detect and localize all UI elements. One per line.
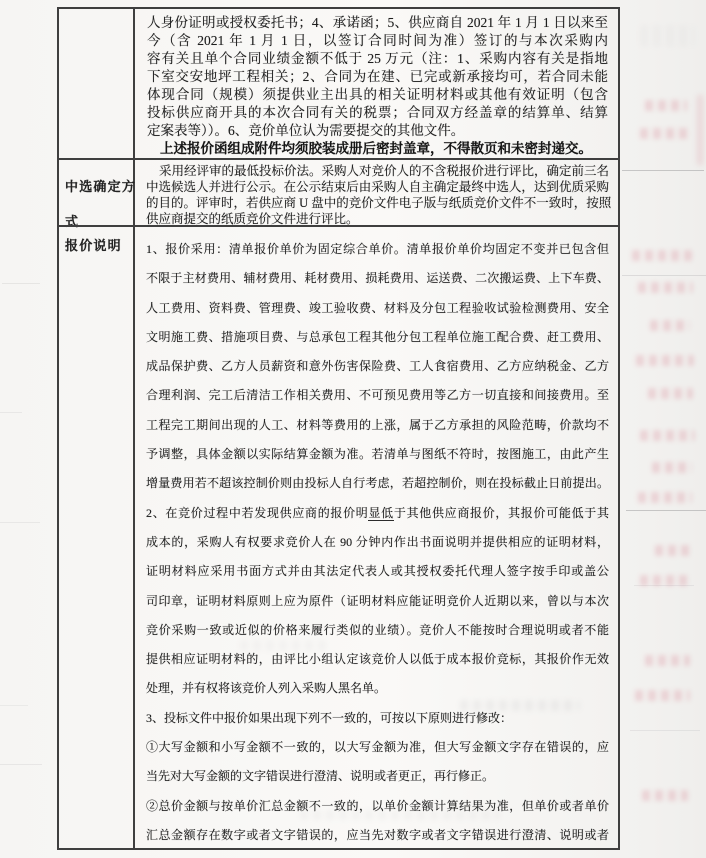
text-line [146,235,609,264]
scan-artifact-ghost [300,810,500,820]
text-segment: 司印章，证明材料原则上应为原件（证明材料应能证明竞价人近期以来，曾以与本次 [146,593,609,608]
text-segment: 的目的。评审时，若供应商 U 盘中的竞价文件电子版与纸质竞价文件不一致时，按照 [146,196,612,210]
scan-artifact-ghost [460,700,580,711]
text-segment: 处理，并有权将该竞价人列入采购人黑名单。 [146,681,387,696]
scan-artifact-bleed [638,282,693,293]
scan-artifact-bleed [640,128,692,139]
text-line [146,733,609,762]
text-line [146,411,609,440]
text-segment: 汇总金额存在数字或者文字错误的，应当先对数字或者文字错误进行澄清、说明或者 [146,827,609,842]
text-segment: 上述报价函组成附件均须胶装成册后密封盖章，不得散页和未密封递交。 [160,141,592,156]
text-segment: 合理利润、完工后清洁工作相关费用、不可预见费用等乙方一切直接和间接费用。至 [146,388,609,403]
text-line [147,122,608,140]
text-segment: 容有关且单个合同业绩金额不低于 25 万元（注：1、采购内容有关是指地 [147,51,608,66]
text-segment: 成本的，采购人有权要求竞价人在 90 分钟内作出书面说明并提供相应的证明材料， [146,534,609,549]
text-line [146,587,609,616]
text-line [146,616,609,645]
scan-artifact-bleed [642,790,688,801]
scan-artifact-bleed [636,355,694,366]
text-segment: 中选候选人并进行公示。在公示结束后由采购人自主确定最终中选人，达到优质采购 [146,180,609,194]
scan-artifact-line [626,510,706,511]
text-segment: 予调整，具体金额以实际结算金额为准。若清单与图纸不符时，按图施工，由此产生 [146,447,609,462]
row-label-cell [59,9,135,158]
text-segment: 1、报价采用：清单报价单价为固定综合单价。清单报价单价均固定不变并已包含但 [146,242,609,256]
text-line [146,528,609,557]
text-line [147,86,608,104]
scan-artifact-line [0,412,22,413]
text-line [146,294,609,323]
text-segment: ①大写金额和小写金额不一致的，以大写金额为准，但大写金额文字存在错误的，应 [146,740,609,755]
text-segment: 增量费用若不超该控制价则由投标人自行考虑，若超控制价，则在投标截止日前提出。 [146,476,609,491]
text-segment: 供应商提交的纸质竞价文件进行评比。 [146,212,359,225]
text-line [147,140,608,158]
row-content-cell [135,9,618,158]
scan-artifact-bleed [638,492,692,503]
scan-artifact-bleed [645,100,687,111]
text-line [147,50,608,68]
text-segment: 当先对大写金额的文字错误进行澄清、说明或者更正，再行修正。 [146,769,495,784]
scan-artifact-ghost [240,640,330,651]
text-line [146,499,609,528]
scan-artifact-bleed [655,545,691,556]
text-line [146,440,609,469]
text-segment: 今（含 2021 年 1 月 1 日，以签订合同时间为准）签订的与本次采购内 [147,33,608,48]
scan-artifact-bleed [648,388,693,399]
scan-artifact-line [0,764,42,765]
scan-artifact-line [2,283,40,284]
scan-artifact-line [630,730,700,731]
text-line [147,14,608,32]
underlined-text-segment: 显低 [368,505,394,520]
text-line [146,352,609,381]
text-line [146,179,609,195]
scan-artifact-bleed [640,575,690,586]
text-segment: 于其他供应商报价，其报价可能低于其 [393,505,609,520]
text-line [146,645,609,674]
text-segment: 人身份证明或授权委托书；4、承诺函；5、供应商自 2021 年 1 月 1 日以来至 [147,15,608,30]
text-segment: 证明材料应采用书面方式并由其法定代表人或其授权委托代理人签字按手印或盖公 [146,564,609,579]
text-line [147,104,608,122]
text-segment: 2、在竞价过程中若发现供应商的报价明 [146,505,369,520]
text-line [146,163,609,179]
text-segment: 竞价采购一致或近似的价格来履行类似的业绩）。竞价人不能按时合理说明或者不能 [146,622,609,637]
table-row-selection-method [59,158,618,229]
row-label: 报价说明 [65,238,122,253]
text-line [147,32,608,50]
row-label-cell [59,227,135,850]
text-segment: 体现合同（规模）须提供业主出具的相关证明材料或其他有效证明（包含 [147,87,608,102]
text-line [146,381,609,410]
scan-artifact-bleed [635,690,690,701]
scan-artifact-line [622,170,704,171]
scan-artifact-line [0,705,28,706]
scan-artifact-line [622,275,706,276]
row-label: 中选确定方式 [65,179,137,229]
scan-artifact-ghost [640,25,695,47]
text-segment: 下室交安地坪工程相关；2、合同为在建、已完或新承接均可，若合同未能 [147,69,608,84]
text-line [146,762,609,791]
document-table [57,7,620,850]
text-segment: 不限于主材费用、辅材费用、耗材费用、损耗费用、运送费、二次搬运费、上下车费、 [146,271,609,286]
text-segment: ②总价金额与按单价汇总金额不一致的，以单价金额计算结果为准，但单价或者单价 [146,798,609,813]
text-segment: 投标供应商开具的本次合同有关的税票；合同双方经盖章的结算单、结算 [147,105,608,120]
scan-artifact-bleed [632,250,692,261]
text-line [146,557,609,586]
scan-artifact-bleed [650,320,690,331]
text-line [146,323,609,352]
text-line [146,821,609,850]
row-content-cell [135,227,618,850]
scan-artifact-bleed [652,462,692,473]
text-segment: 工程完工期间出现的人工、材料等费用的上涨，属于乙方承担的风险范畴，价款均不 [146,417,609,432]
scan-artifact-line [0,522,40,523]
row-content-cell [135,160,618,225]
text-segment: 人工费用、资料费、管理费、竣工验收费、材料及分包工程验收试验检测费用、安全 [146,300,609,315]
text-line [146,469,609,498]
text-segment: 文明施工费、措施项目费、与总承包工程其他分包工程单位施工配合费、赶工费用、 [146,329,609,344]
table-row-quotation-notes [59,225,618,850]
scan-artifact-streak [697,95,703,165]
text-segment: 定案表等））。6、竞价单位认为需要提交的其他文件。 [147,123,465,138]
text-line [146,211,609,225]
row-label-cell [59,160,137,229]
text-line [146,195,612,211]
scan-artifact-bleed [640,430,695,441]
text-segment: 3、投标文件中报价如果出现下列不一致的，可按以下原则进行修改： [146,710,513,725]
text-segment: 采用经评审的最低投标价法。采购人对竞价人的不含税报价进行评比，确定前三名 [159,164,610,178]
scan-artifact-bleed [645,655,690,666]
text-line [147,68,608,86]
table-row-attachments-continuation [59,9,618,158]
text-segment: 成品保护费、乙方人员薪资和意外伤害保险费、工人食宿费用、乙方应纳税金、乙方 [146,359,609,374]
text-line [146,264,609,293]
text-segment: 提供相应证明材料的，由评比小组认定该竞价人以低于成本报价竞标，其报价作无效 [146,652,609,667]
